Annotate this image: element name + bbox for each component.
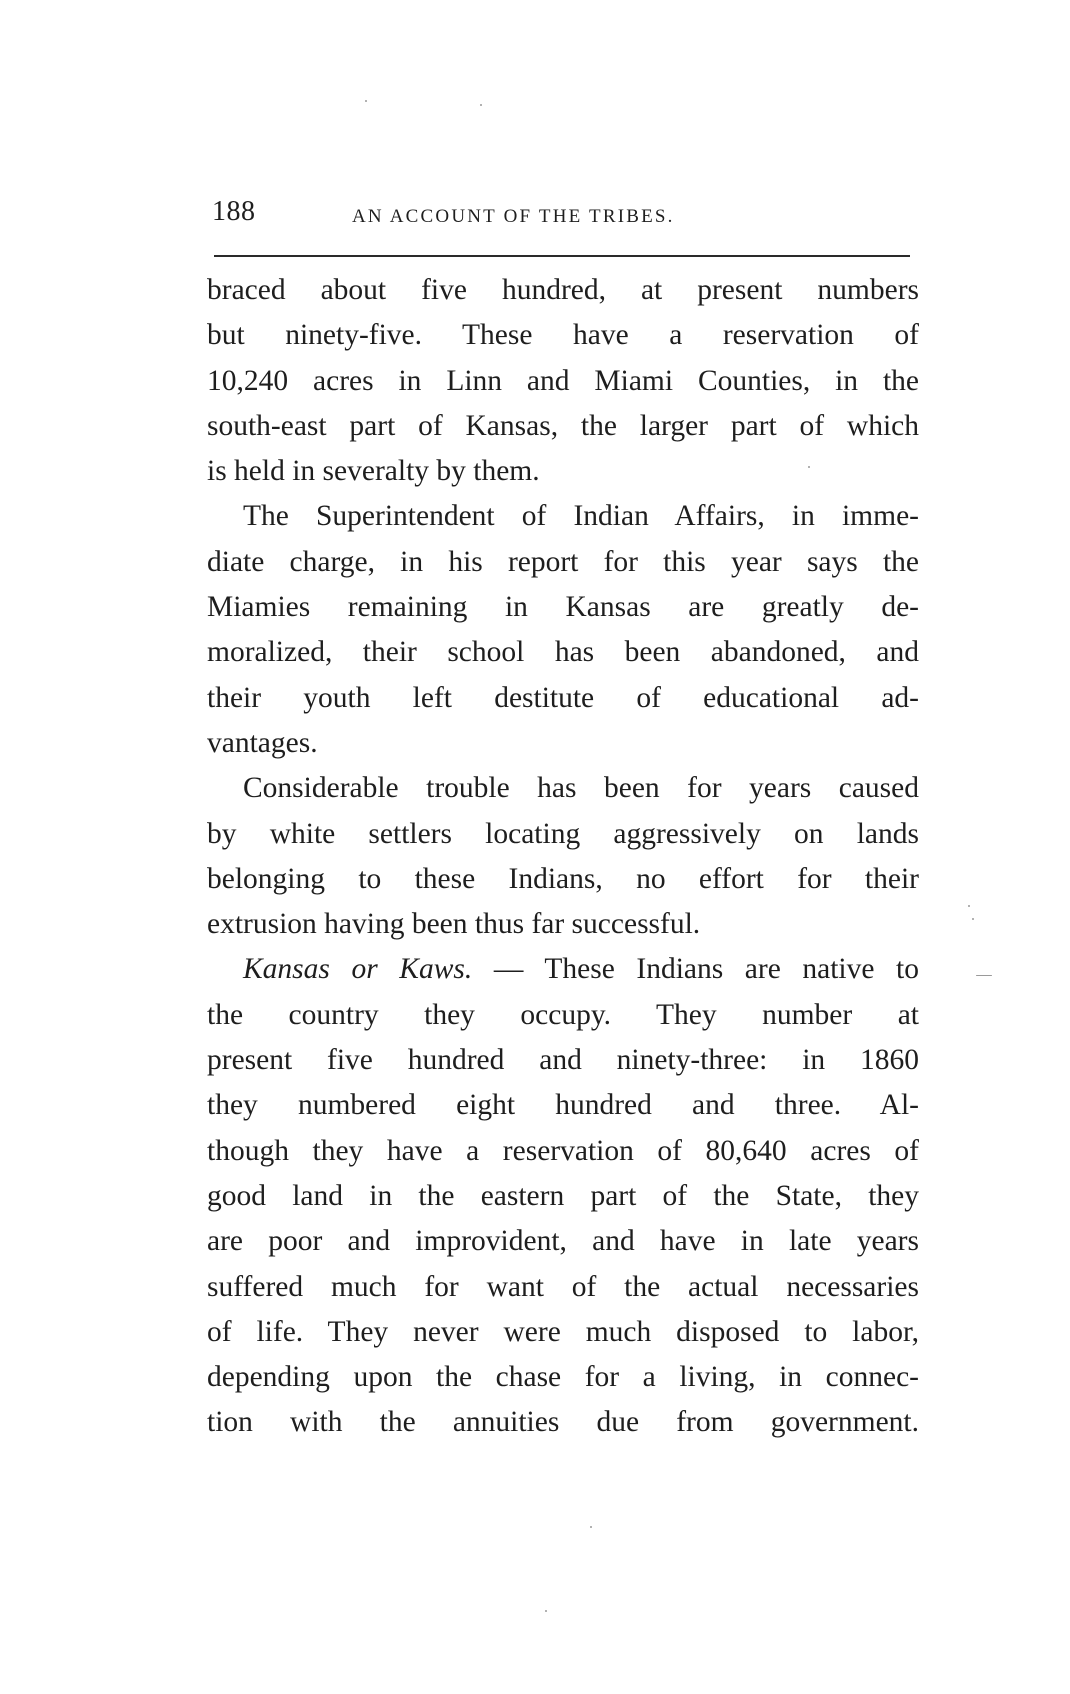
text-line: the country they occupy. They number at: [207, 998, 919, 1031]
running-head: AN ACCOUNT OF THE TRIBES.: [352, 206, 675, 227]
text-line: is held in severalty by them.: [207, 455, 540, 488]
text-line: they numbered eight hundred and three. Al-: [207, 1089, 919, 1122]
text-line: by white settlers locating aggressively on lands: [207, 817, 919, 850]
text-line: but ninety-five. These have a reservation of: [207, 319, 919, 352]
text-line: depending upon the chase for a living, in connec-: [207, 1361, 919, 1394]
text-line: diate charge, in his report for this year says the: [207, 545, 919, 578]
scan-speck: [808, 466, 810, 468]
text-line: suffered much for want of the actual necessaries: [207, 1270, 919, 1303]
text-line: good land in the eastern part of the State, they: [207, 1179, 919, 1212]
text-line-lead: [207, 947, 919, 992]
text-line: of life. They never were much disposed to labor,: [207, 1315, 919, 1348]
scan-speck: [545, 1610, 547, 1612]
page-number: 188: [212, 196, 256, 227]
text-line: extrusion having been thus far successful.: [207, 908, 701, 941]
text-line: their youth left destitute of educational ad-: [207, 681, 919, 714]
body-text: [207, 268, 919, 1446]
scan-speck: [590, 1526, 592, 1528]
text-line: south-east part of Kansas, the larger part of which: [207, 409, 919, 442]
text-line: belonging to these Indians, no effort for their: [207, 862, 919, 895]
text-line: 10,240 acres in Linn and Miami Counties, in the: [207, 364, 919, 397]
section-heading-italic: Kansas or Kaws.: [243, 953, 473, 986]
text-line: braced about five hundred, at present numbers: [207, 274, 919, 306]
text-line: Miamies remaining in Kansas are greatly de-: [207, 591, 919, 624]
paragraph-2: [207, 494, 919, 766]
scan-speck: [976, 975, 992, 976]
paragraph-4: [207, 947, 919, 1445]
text-line: Considerable trouble has been for years caused: [243, 772, 919, 805]
scan-speck: [480, 104, 482, 106]
text-line: though they have a reservation of 80,640 acres of: [207, 1134, 919, 1167]
scan-speck: [972, 918, 974, 920]
lead-text: — These Indians are native to: [472, 953, 919, 986]
paragraph-3: [207, 766, 919, 947]
text-line: tion with the annuities due from government.: [207, 1406, 919, 1439]
scan-speck: [365, 100, 367, 102]
text-line: The Superintendent of Indian Affairs, in imme-: [243, 500, 919, 533]
text-line: moralized, their school has been abandoned, and: [207, 636, 919, 669]
text-line: vantages.: [207, 726, 318, 759]
text-line: are poor and improvident, and have in late years: [207, 1225, 919, 1258]
paragraph-1: [207, 268, 919, 494]
scan-speck: [968, 905, 970, 907]
page-header: [212, 196, 912, 236]
text-line: present five hundred and ninety-three: in 1860: [207, 1044, 919, 1077]
header-rule: [214, 255, 910, 257]
